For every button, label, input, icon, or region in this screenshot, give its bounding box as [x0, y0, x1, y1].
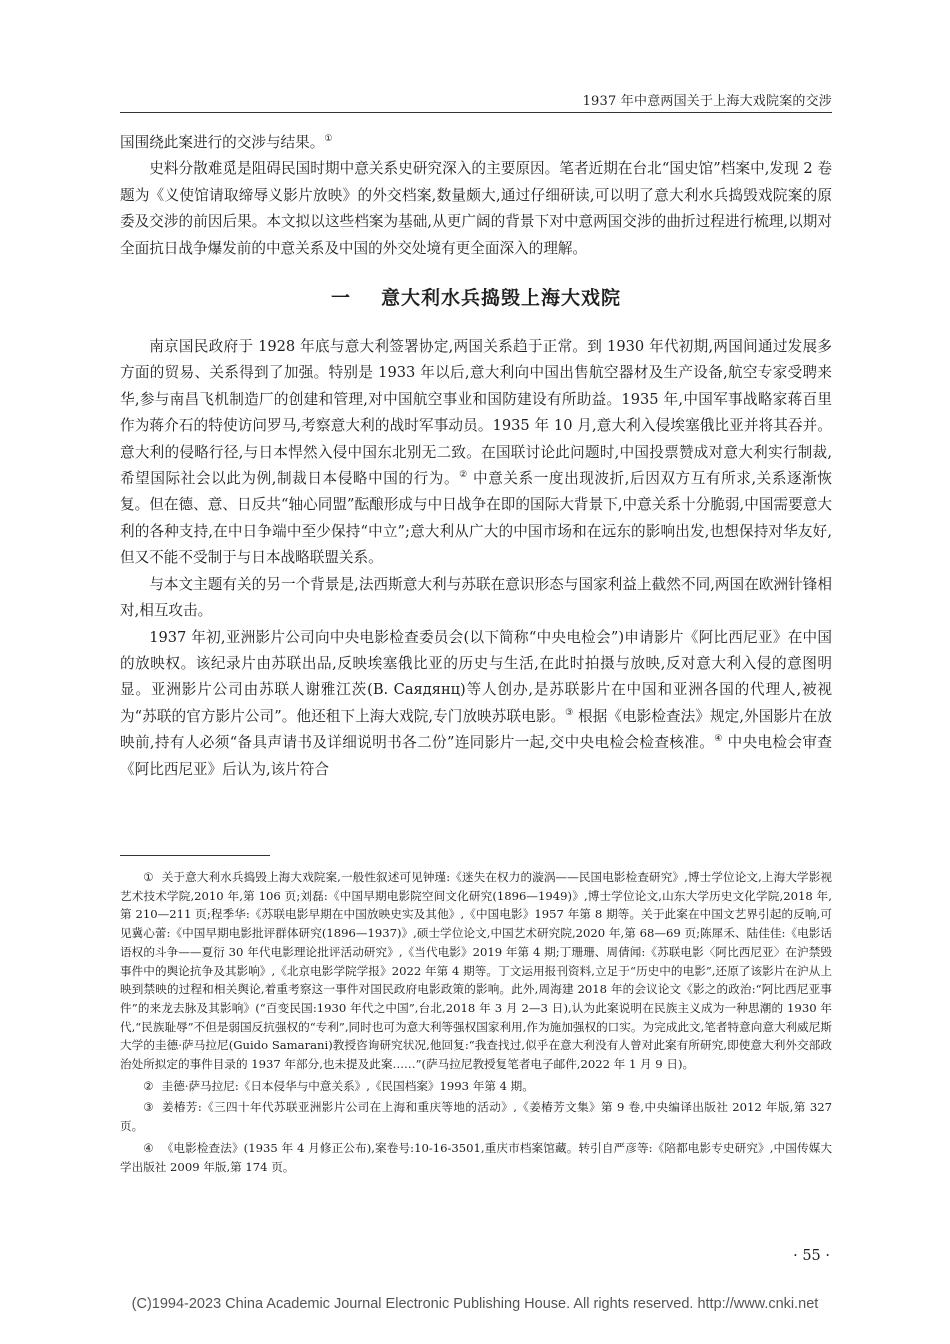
footnote: [120, 1077, 832, 1096]
footnote-text: 姜椿芳:《三四十年代苏联亚洲影片公司在上海和重庆等地的活动》,《姜椿芳文集》第 9 卷,中央编译出版社 2012 年版,第 327 页。: [120, 1100, 832, 1134]
paragraph-text: 中意关系一度出现波折,后因双方互有所求,关系逐渐恢复。但在德、意、日反共“轴心同盟”酝酿形成与中日战争在即的国际大背景下,中意关系十分脆弱,中国需要意大利的各种支持,在中日争端中至少保持“中立”;意大利从广大的中国市场和在远东的影响出发,也想保持对华友好,但又不能不受制于与日本战略联盟关系。: [120, 470, 832, 567]
footnotes: [120, 868, 832, 1179]
paragraph: [120, 334, 832, 572]
header-rule: [120, 112, 832, 113]
paragraph: [120, 130, 832, 156]
paragraph-text: 根据《电影检查法》规定,外国影片在放映前,持有人必须“备具声请书及详细说明书各二份”连同影片一起,交中央电检会检查核准。: [120, 707, 832, 752]
copyright-footer: (C)1994-2023 China Academic Journal Electronic Publishing House. All rights reserved. http://www.cnki.net: [131, 1296, 819, 1312]
footnote-mark: ④: [143, 1140, 154, 1155]
body-text: [120, 130, 832, 783]
footnote: [120, 868, 832, 1074]
paragraph-text: 南京国民政府于 1928 年底与意大利签署协定,两国关系趋于正常。到 1930 年代初期,两国间通过发展多方面的贸易、关系得到了加强。特别是 1933 年以后,意大利向中国出售航空器材及生产设备,航空专家受聘来华,参与南昌飞机制造厂的创建和管理,对中国航空事业和国防建设有所助益。1935 年,中国军事战略家蒋百里作为蒋介石的特使访问罗马,考察意大利的战时军事动员。1935 年 10 月,意大利入侵埃塞俄比亚并将其吞并。意大利的侵略行径,与日本悍然入侵中国东北别无二致。在国联讨论此问题时,中国投票赞成对意大利实行制裁,希望国际社会以此为例,制裁日本侵略中国的行为。: [120, 338, 832, 488]
footnote-text: 关于意大利水兵捣毁上海大戏院案,一般性叙述可见钟瑾:《迷失在权力的漩涡——民国电影检查研究》,博士学位论文,上海大学影视艺术技术学院,2010 年,第 106 页;刘磊:《中国早期电影院空间文化研究(1896—1949)》,博士学位论文,山东大学历史文化学院,2018 年,第 210—211 页;程季华:《苏联电影早期在中国放映史实及其他》,《中国电影》1957 年第 8 期等。关于此案在中国文艺界引起的反响,可见冀心蕾:《中国早期电影批评群体研究(1896—1937)》,硕士学位论文,中国艺术研究院,2020 年,第 68—69 页;陈犀禾、陆佳佳:《电影话语权的斗争——夏衍 30 年代电影理论批评活动研究》,《当代电影》2019 年第 4 期;丁珊珊、周倩闻:《苏联电影〈阿比西尼亚〉在沪禁毁事件中的舆论抗争及其影响》,《北京电影学院学报》2022 年第 4 期等。丁文运用报刊资料,立足于“历史中的电影”,还原了该影片在沪从上映到禁映的过程和相关舆论,着重考察这一事件对国民政府电影政策的影响。此外,周海建 2018 年的会议论文《影之的政治:“阿比西尼亚事件”的来龙去脉及其影响》(“百变民国:1930 年代之中国”,台北,2018 年 3 月 2—3 日),认为此案说明在民族主义成为一种思潮的 1930 年代,“民族耻辱”不但是弱国反抗强权的“专利”,同时也可为意大利等强权国家利用,作为施加强权的口实。为完成此文,笔者特意向意大利威尼斯大学的圭德·萨马拉尼(Guido Samarani)教授咨询研究状况,他回复:“我查找过,似乎在意大利没有人曾对此案有所研究,即使意大利外交部政治处所拟定的事件目录的 1937 年部分,也未提及此案……”(萨马拉尼教授复笔者电子邮件,2022 年 1 月 9 日)。: [120, 870, 832, 1072]
section-title: 意大利水兵捣毁上海大戏院: [381, 287, 622, 310]
page-number: · 55 ·: [793, 1248, 830, 1264]
paragraph-text: 国围绕此案进行的交涉与结果。: [120, 134, 325, 151]
paragraph-text: 1937 年初,亚洲影片公司向中央电影检查委员会(以下简称“中央电检会”)申请影片《阿比西尼亚》在中国的放映权。该纪录片由苏联出品,反映埃塞俄比亚的历史与生活,在此时拍摄与放映,反对意大利入侵的意图明显。亚洲影片公司由苏联人谢雅江茨(B. Саядянц)等人创办,是苏联影片在中国和亚洲各国的代理人,被视为“苏联的官方影片公司”。他还租下上海大戏院,专门放映苏联电影。: [120, 628, 832, 725]
paragraph: [120, 625, 832, 783]
footnote-mark: ③: [143, 1100, 154, 1115]
footnote-ref[interactable]: ③: [565, 707, 574, 718]
paragraph-text: 中央电检会审查《阿比西尼亚》后认为,该片符合: [120, 734, 832, 778]
footnote-ref[interactable]: ④: [714, 734, 723, 745]
paragraph: 史料分散难觅是阻碍民国时期中意关系史研究深入的主要原因。笔者近期在台北“国史馆”档案中,发现 2 卷题为《义使馆请取缔辱义影片放映》的外交档案,数量颇大,通过仔细研读,可以明了意大利水兵捣毁戏院案的原委及交涉的前因后果。本文拟以这些档案为基础,从更广阔的背景下对中意两国交涉的曲折过程进行梳理,以期对全面抗日战争爆发前的中意关系及中国的外交处境有更全面深入的理解。: [120, 160, 832, 257]
footnote: [120, 1139, 832, 1176]
footnote-mark: ①: [143, 870, 154, 884]
running-head: 1937 年中意两国关于上海大戏院案的交涉: [582, 94, 832, 109]
footnote-mark: ②: [143, 1078, 154, 1093]
section-number: 一: [330, 287, 351, 310]
section-heading: [120, 278, 832, 318]
footnote-text: 圭德·萨马拉尼:《日本侵华与中意关系》,《民国档案》1993 年第 4 期。: [161, 1078, 534, 1093]
footnote-ref[interactable]: ①: [324, 134, 333, 145]
footnote: [120, 1098, 832, 1135]
footnote-ref[interactable]: ②: [459, 470, 468, 481]
paragraph: 与本文主题有关的另一个背景是,法西斯意大利与苏联在意识形态与国家利益上截然不同,两国在欧洲针锋相对,相互攻击。: [120, 575, 832, 620]
footnote-text: 《电影检查法》(1935 年 4 月修正公布),案卷号:10-16-3501,重庆市档案馆藏。转引自严彦等:《陪都电影专史研究》,中国传媒大学出版社 2009 年版,第 174 页。: [120, 1140, 832, 1174]
footnote-rule: [120, 855, 270, 856]
